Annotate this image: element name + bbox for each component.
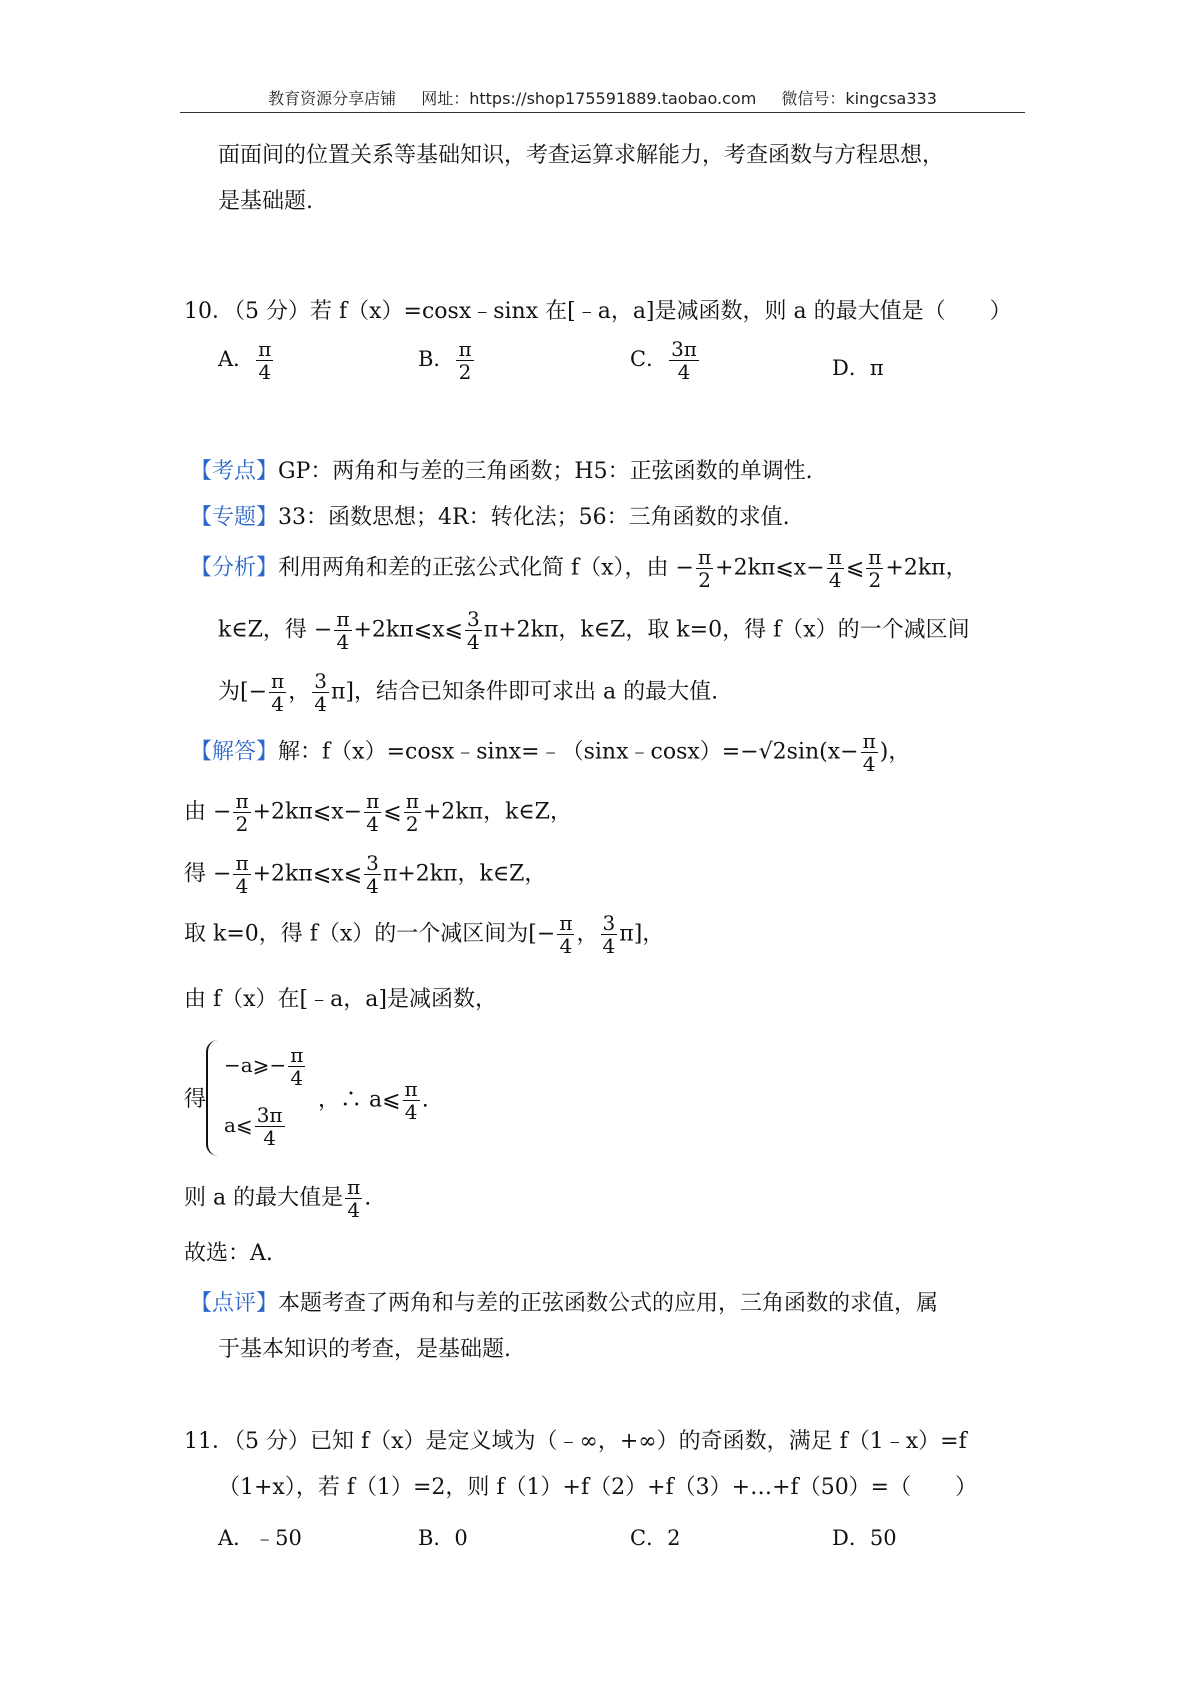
system-brace	[206, 1040, 222, 1156]
fenxi-tag: 【分析】	[190, 555, 279, 581]
header-rule	[180, 112, 1025, 113]
jieda-tag: 【解答】	[190, 739, 279, 765]
fenxi-line-2: k∈Z，得 − $\frac{\pi}{4}$ +2kπ⩽x⩽ $\frac{3}{4}$ π+2kπ，k∈Z，取 k=0，得 f（x）的一个减区间	[218, 607, 970, 654]
q10-option-d: D．π	[832, 356, 884, 380]
solution-step-3: 取 k=0，得 f（x）的一个减区间为[− $\frac{\pi}{4}$ ， $\frac{3}{4}$ π]，	[184, 911, 665, 958]
q11-option-d: D．50	[832, 1526, 897, 1550]
continuation-line-1: 面面间的位置关系等基础知识，考查运算求解能力，考查函数与方程思想，	[218, 143, 945, 168]
q11-option-b: B．0	[418, 1526, 468, 1550]
solution-choice: 故选：A.	[184, 1241, 273, 1266]
dianping-line-2: 于基本知识的考查，是基础题.	[218, 1337, 511, 1362]
fenxi-line-3: 为[− $\frac{\pi}{4}$ ， $\frac{3}{4}$ π]，结合已知条件即可求出 a 的最大值.	[218, 669, 719, 716]
page-header	[180, 86, 1025, 109]
q11-stem-line-2: （1+x），若 f（1）=2，则 f（1）+f（2）+f（3）+…+f（50）=（ ）	[218, 1475, 978, 1500]
solution-de-label: 得	[184, 1087, 207, 1112]
solution-step-2: 得 − $\frac{\pi}{4}$ +2kπ⩽x⩽ $\frac{3}{4}$ π+2kπ，k∈Z，	[184, 851, 547, 898]
zhuanti-tag: 【专题】	[190, 505, 279, 530]
kaodian-tag: 【考点】	[190, 459, 279, 484]
solution-step-1: 由 − $\frac{\pi}{2}$ +2kπ⩽x− $\frac{\pi}{4}$ ⩽ $\frac{\pi}{2}$ +2kπ，k∈Z，	[184, 789, 572, 836]
system-conclusion: ，∴ a⩽ $\frac{\pi}{4}$ .	[318, 1077, 429, 1124]
dianping-tag: 【点评】	[190, 1291, 279, 1316]
q11-option-a: A．﹣50	[218, 1526, 302, 1550]
zhuanti-line: 【专题】33：函数思想；4R：转化法；56：三角函数的求值.	[190, 505, 790, 530]
kaodian-line: 【考点】GP：两角和与差的三角函数；H5：正弦函数的单调性.	[190, 459, 813, 484]
wechat-id: 微信号：kingcsa333	[781, 89, 937, 108]
fenxi-line-1: 【分析】利用两角和差的正弦公式化简 f（x），由 − $\frac{\pi}{2}$ +2kπ⩽x− $\frac{\pi}{4}$ ⩽ $\frac{\pi}{2}$ +2kπ，	[190, 545, 968, 592]
q10-option-c: C． $\frac{3\pi}{4}$	[630, 337, 697, 384]
shop-url: 网址：https://shop175591889.taobao.com	[421, 89, 757, 108]
system-row-1: −a⩾− $\frac{\pi}{4}$	[224, 1043, 304, 1090]
continuation-line-2: 是基础题.	[218, 189, 313, 214]
solution-step-4: 由 f（x）在[﹣a，a]是减函数，	[184, 987, 497, 1012]
q10-option-b: B． $\frac{\pi}{2}$	[418, 337, 472, 384]
q11-option-c: C．2	[630, 1526, 681, 1550]
q11-stem-line-1: 11．（5 分）已知 f（x）是定义域为（﹣∞，+∞）的奇函数，满足 f（1﹣x）=f	[184, 1429, 967, 1454]
system-row-2: a⩽ $\frac{3\pi}{4}$	[224, 1103, 283, 1150]
shop-name: 教育资源分享店铺	[268, 89, 397, 108]
dianping-line-1: 【点评】本题考查了两角和与差的正弦函数公式的应用，三角函数的求值，属	[190, 1291, 939, 1316]
q10-stem: 10．（5 分）若 f（x）=cosx﹣sinx 在[﹣a，a]是减函数，则 a 的最大值是（ ）	[184, 299, 1012, 324]
jieda-line-1: 【解答】解：f（x）=cosx﹣sinx=﹣（sinx﹣cosx）=−√2sin(x− $\frac{\pi}{4}$ )，	[190, 729, 911, 776]
q10-option-a: A． $\frac{\pi}{4}$	[218, 337, 272, 384]
solution-max-value: 则 a 的最大值是 $\frac{\pi}{4}$ .	[184, 1175, 372, 1222]
